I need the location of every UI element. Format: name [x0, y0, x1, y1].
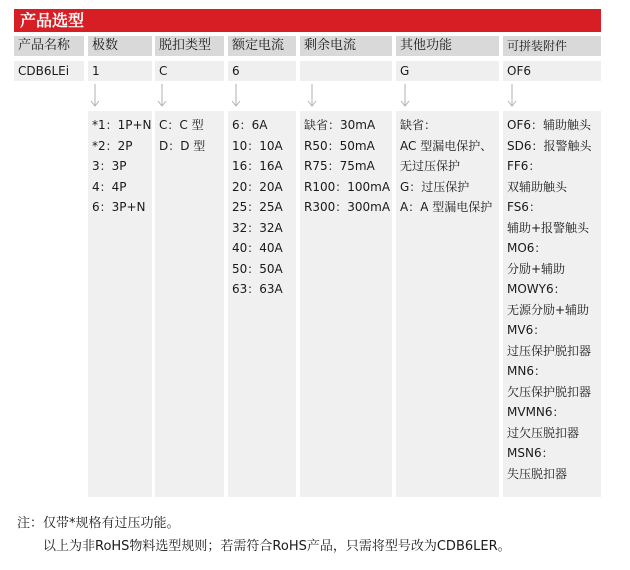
option-item: MO6：	[507, 241, 547, 255]
arrow-down-icon	[90, 84, 100, 108]
arrow-down-icon	[507, 84, 517, 108]
option-item: MSN6：	[507, 446, 554, 460]
option-item: 分励+辅助	[507, 261, 566, 276]
option-item: D：D 型	[159, 138, 206, 153]
option-item: MVMN6：	[507, 405, 565, 419]
option-item: FF6：	[507, 159, 541, 173]
header-product-name: 产品名称	[14, 36, 84, 56]
option-item: R300：300mA	[304, 200, 391, 214]
header-rated-current: 额定电流	[228, 36, 296, 56]
header-residual-current: 剩余电流	[300, 36, 392, 56]
option-item: FS6：	[507, 200, 541, 214]
option-item: *2：2P	[92, 138, 133, 153]
option-item: 无源分励+辅助	[507, 302, 590, 317]
option-item: 4：4P	[92, 179, 127, 194]
arrow-down-icon	[157, 84, 167, 108]
option-item: 过欠压脱扣器	[507, 425, 580, 440]
option-item: 辅助+报警触头	[507, 220, 590, 235]
option-item: 20：20A	[232, 179, 283, 194]
option-item: MV6：	[507, 323, 546, 337]
option-item: 欠压保护脱扣器	[507, 384, 592, 399]
option-item: 双辅助触头	[507, 179, 568, 194]
option-item: 失压脱扣器	[507, 466, 568, 481]
option-item: 25：25A	[232, 200, 283, 214]
option-item: 6：3P+N	[92, 200, 146, 214]
value-other-functions: G	[396, 61, 499, 81]
option-item: 3：3P	[92, 159, 127, 173]
options-residual-current	[300, 111, 392, 497]
option-item: 40：40A	[232, 241, 283, 255]
option-item: R75：75mA	[304, 159, 375, 173]
note-line: 以上为非RoHS物料选型规则；若需符合RoHS产品，只需将型号改为CDB6LER。	[43, 539, 511, 554]
option-item: A：A 型漏电保护	[400, 200, 493, 214]
option-item: 6：6A	[232, 118, 268, 132]
option-item: OF6：辅助触头	[507, 118, 591, 132]
note-line: 注：仅带*规格有过压功能。	[17, 516, 180, 531]
option-item: 过压保护脱扣器	[507, 343, 592, 358]
option-item: C：C 型	[159, 118, 204, 132]
option-item: 63：63A	[232, 282, 283, 296]
value-product-name: CDB6LEi	[14, 61, 84, 81]
option-item: *1：1P+N	[92, 118, 152, 132]
arrow-down-icon	[307, 84, 317, 108]
option-item: MN6：	[507, 364, 546, 378]
header-trip-type: 脱扣类型	[155, 36, 224, 56]
option-item: G：过压保护	[400, 179, 470, 194]
option-item: 无过压保护	[400, 159, 461, 173]
header-other-functions: 其他功能	[396, 36, 499, 56]
options-poles	[88, 111, 152, 497]
option-item: 50：50A	[232, 261, 283, 276]
value-residual-current	[300, 61, 392, 81]
arrow-down-icon	[400, 84, 410, 108]
options-other-functions	[396, 111, 499, 497]
option-item: 32：32A	[232, 220, 283, 235]
option-item: MOWY6：	[507, 282, 566, 296]
value-rated-current: 6	[228, 61, 296, 81]
options-accessories	[503, 111, 601, 497]
option-item: AC 型漏电保护、	[400, 138, 493, 153]
header-poles: 极数	[88, 36, 152, 56]
option-item: 16：16A	[232, 159, 283, 173]
options-trip-type	[155, 111, 224, 497]
value-trip-type: C	[155, 61, 224, 81]
header-accessories: 可拼装附件	[503, 36, 601, 56]
option-item: SD6：报警触头	[507, 138, 592, 153]
option-item: R100：100mA	[304, 179, 391, 194]
option-item: 缺省：30mA	[304, 118, 376, 132]
value-poles: 1	[88, 61, 152, 81]
value-accessories: OF6	[503, 61, 601, 81]
option-item: 10：10A	[232, 138, 283, 153]
option-item: 缺省：	[400, 118, 437, 132]
options-rated-current	[228, 111, 296, 497]
option-item: R50：50mA	[304, 138, 375, 153]
section-title: 产品选型	[14, 9, 601, 32]
arrow-down-icon	[231, 84, 241, 108]
